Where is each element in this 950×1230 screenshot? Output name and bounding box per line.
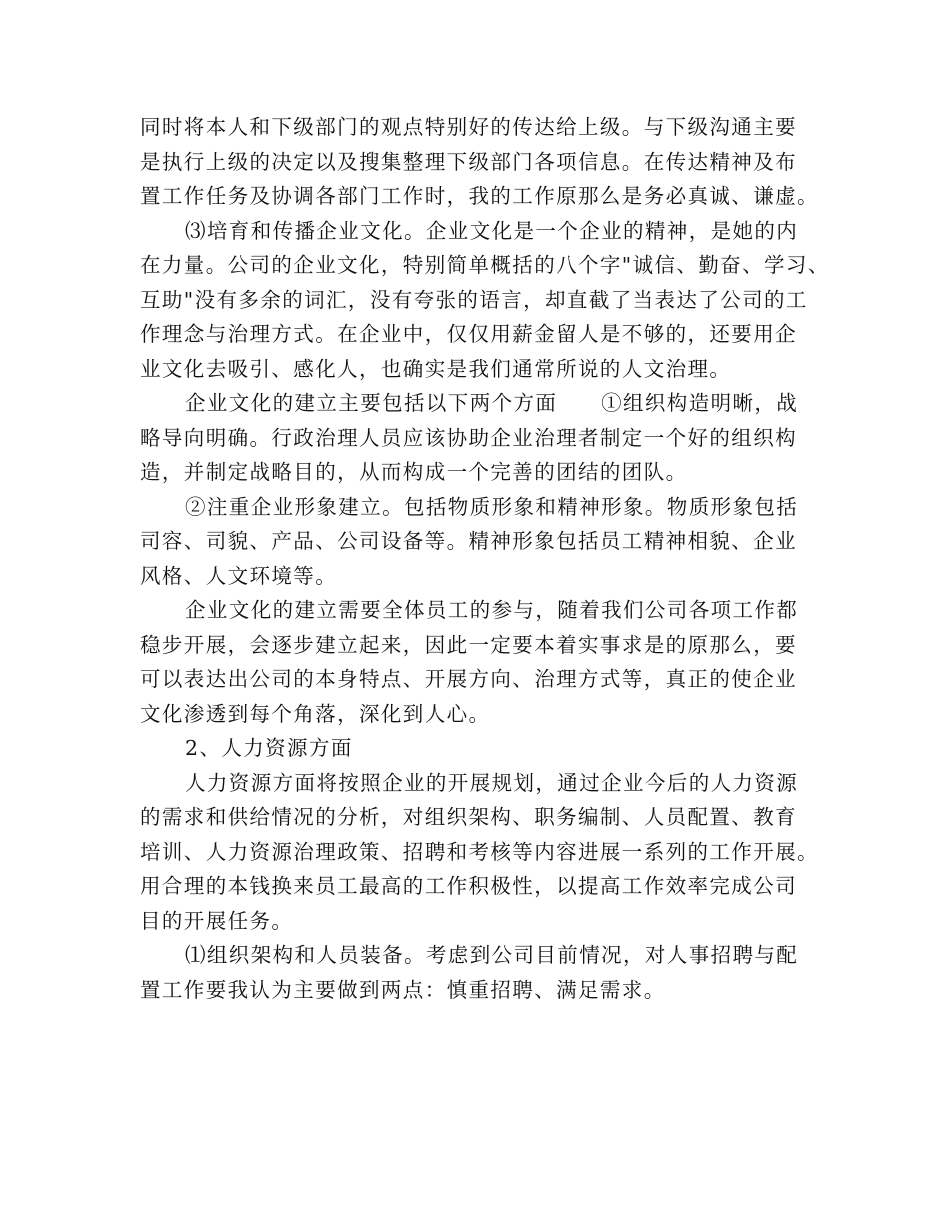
text-line: 文化渗透到每个角落，深化到人心。: [140, 701, 491, 726]
text-line: 可以表达出公司的本身特点、开展方向、治理方式等，真正的使企业: [140, 667, 797, 691]
text-line: 2、人力资源方面: [185, 736, 353, 760]
text-line: 风格、人文环境等。: [140, 563, 338, 588]
text-line: 略导向明确。行政治理人员应该协助企业治理者制定一个好的组织构: [140, 425, 797, 450]
text-line: 司容、司貌、产品、公司设备等。精神形象包括员工精神相貌、企业: [140, 529, 797, 553]
text-line: 目的开展任务。: [140, 908, 294, 933]
text-line: 的需求和供给情况的分析，对组织架构、职务编制、人员配置、教育: [140, 805, 797, 829]
text-line: 人力资源方面将按照企业的开展规划，通过企业今后的人力资源: [185, 770, 799, 795]
document-body: [140, 110, 830, 1007]
text-line: 作理念与治理方式。在企业中，仅仅用薪金留人是不够的，还要用企: [140, 322, 797, 346]
text-line: 业文化去吸引、感化人，也确实是我们通常所说的人文治理。: [140, 356, 732, 381]
text-line: ②注重企业形象建立。包括物质形象和精神形象。物质形象包括: [185, 494, 799, 519]
text-line: ⑶培育和传播企业文化。企业文化是一个企业的精神，是她的内: [185, 218, 799, 243]
text-line: 培训、人力资源治理政策、招聘和考核等内容进展一系列的工作开展。: [140, 839, 819, 864]
text-line: 用合理的本钱换来员工最高的工作积极性，以提高工作效率完成公司: [140, 874, 797, 898]
text-line: 互助"没有多余的词汇，没有夸张的语言，却直截了当表达了公司的工: [140, 287, 808, 312]
text-line: 置工作要我认为主要做到两点：慎重招聘、满足需求。: [140, 977, 666, 1002]
text-line: 同时将本人和下级部门的观点特别好的传达给上级。与下级沟通主要: [140, 115, 797, 139]
text-line: 造，并制定战略目的，从而构成一个完善的团结的团队。: [140, 460, 688, 484]
text-line: 是执行上级的决定以及搜集整理下级部门各项信息。在传达精神及布: [140, 149, 797, 174]
text-line: 在力量。公司的企业文化，特别简单概括的八个字"诚信、勤奋、学习、: [140, 253, 830, 277]
text-line: 置工作任务及协调各部门工作时，我的工作原那么是务必真诚、谦虚。: [140, 184, 819, 208]
text-line: 企业文化的建立主要包括以下两个方面 ①组织构造明晰，战: [185, 391, 799, 415]
text-line: 稳步开展，会逐步建立起来，因此一定要本着实事求是的原那么，要: [140, 632, 797, 657]
text-line: 企业文化的建立需要全体员工的参与，随着我们公司各项工作都: [185, 598, 799, 622]
text-line: ⑴组织架构和人员装备。考虑到公司目前情况，对人事招聘与配: [185, 943, 799, 967]
